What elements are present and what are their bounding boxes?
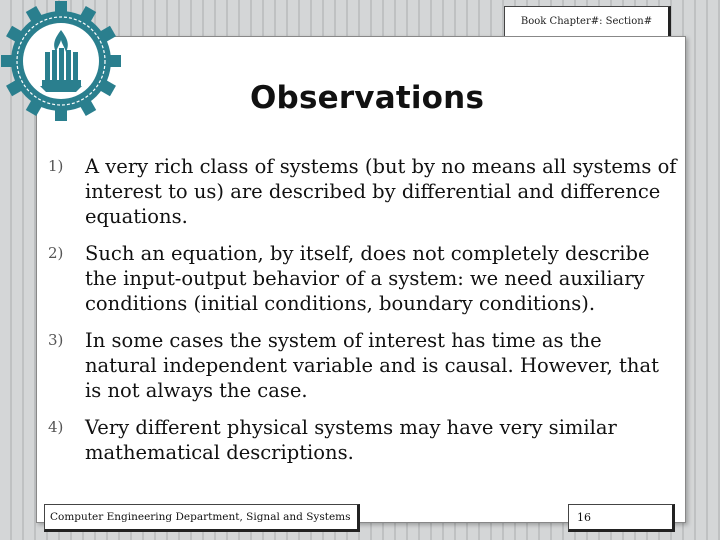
item-number: 4) (48, 418, 64, 436)
list-item (48, 328, 678, 403)
list-item (48, 154, 678, 229)
item-text: Such an equation, by itself, does not completely describe the input-output behavior of a system: we need auxiliary conditions (initial conditions, boundary conditions). (85, 242, 650, 315)
slide-title: Observations (250, 80, 485, 116)
observation-list (48, 154, 678, 477)
item-text: In some cases the system of interest has time as the natural independent variable and is causal. However, that is not always the case. (85, 329, 659, 402)
university-seal-icon (0, 0, 122, 122)
item-number: 2) (48, 244, 64, 262)
list-item (48, 415, 678, 465)
page-number-label: 16 (577, 510, 591, 524)
footer-department (44, 504, 360, 532)
chapter-section-label: Book Chapter#: Section# (520, 16, 653, 27)
footer-page-number (568, 504, 675, 532)
item-text: A very rich class of systems (but by no means all systems of interest to us) are described by differential and difference equations. (85, 155, 677, 228)
footer-department-label: Computer Engineering Department, Signal and Systems (50, 511, 351, 523)
chapter-section-tag (504, 6, 671, 36)
item-text: Very different physical systems may have very similar mathematical descriptions. (85, 416, 617, 464)
item-number: 1) (48, 157, 64, 175)
list-item (48, 241, 678, 316)
item-number: 3) (48, 331, 64, 349)
